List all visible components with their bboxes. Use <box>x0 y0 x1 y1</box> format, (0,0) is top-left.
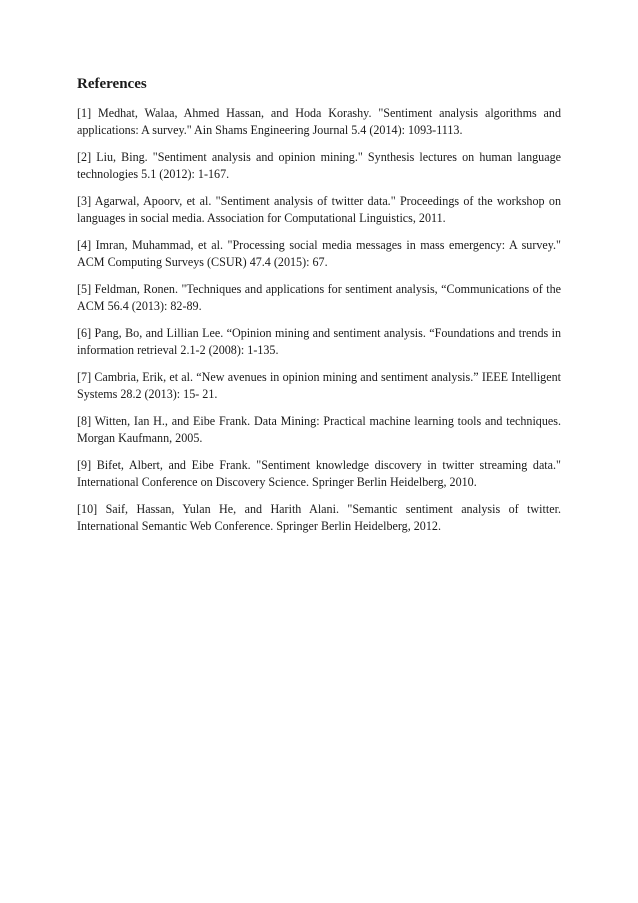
reference-item: [3] Agarwal, Apoorv, et al. "Sentiment analysis of twitter data." Proceedings of the workshop on languages in social media. Association for Computational Linguistics, 2011. <box>77 194 561 225</box>
reference-item: [6] Pang, Bo, and Lillian Lee. “Opinion mining and sentiment analysis. “Foundations and trends in information retrieval 2.1-2 (2008): 1-135. <box>77 326 561 357</box>
reference-item: [2] Liu, Bing. "Sentiment analysis and opinion mining." Synthesis lectures on human language technologies 5.1 (2012): 1-167. <box>77 150 561 181</box>
reference-item: [1] Medhat, Walaa, Ahmed Hassan, and Hoda Korashy. "Sentiment analysis algorithms and applications: A survey." Ain Shams Engineering Journal 5.4 (2014): 1093-1113. <box>77 106 561 137</box>
reference-item: [8] Witten, Ian H., and Eibe Frank. Data Mining: Practical machine learning tools and techniques. Morgan Kaufmann, 2005. <box>77 414 561 445</box>
references-heading: References <box>77 76 147 92</box>
reference-item: [4] Imran, Muhammad, et al. "Processing social media messages in mass emergency: A survey." ACM Computing Surveys (CSUR) 47.4 (2015): 67. <box>77 238 561 269</box>
reference-item: [9] Bifet, Albert, and Eibe Frank. "Sentiment knowledge discovery in twitter streaming data." International Conference on Discovery Science. Springer Berlin Heidelberg, 2010. <box>77 458 561 489</box>
reference-list <box>77 105 561 535</box>
reference-item: [5] Feldman, Ronen. "Techniques and applications for sentiment analysis, “Communications of the ACM 56.4 (2013): 82-89. <box>77 282 561 313</box>
reference-item: [10] Saif, Hassan, Yulan He, and Harith Alani. "Semantic sentiment analysis of twitter. International Semantic Web Conference. Springer Berlin Heidelberg, 2012. <box>77 502 561 533</box>
reference-item: [7] Cambria, Erik, et al. “New avenues in opinion mining and sentiment analysis.” IEEE Intelligent Systems 28.2 (2013): 15- 21. <box>77 370 561 401</box>
references-section <box>77 74 561 545</box>
